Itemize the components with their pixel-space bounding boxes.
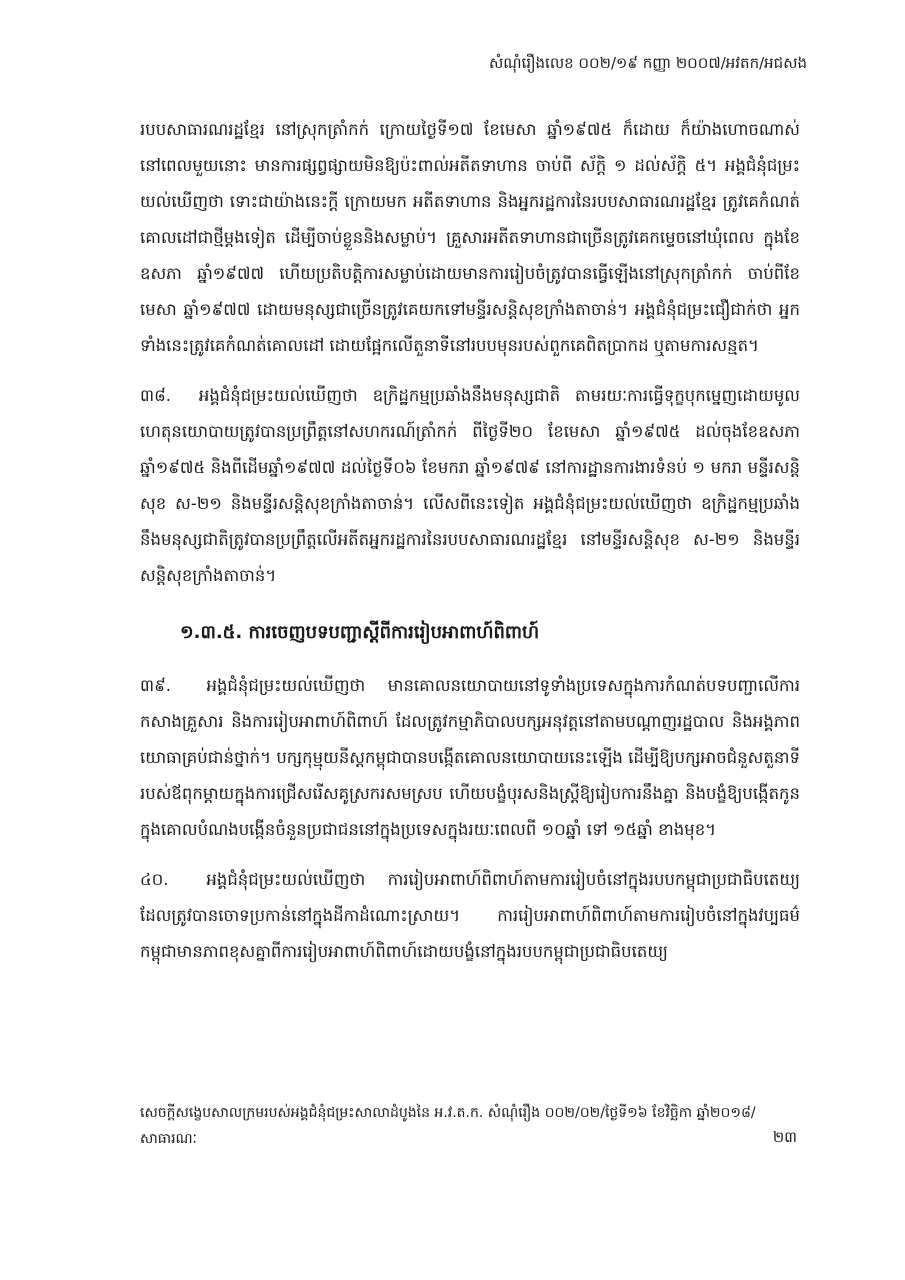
paragraph-40	[140, 862, 800, 970]
paragraph-text: អង្គជំនុំជម្រះយល់ឃើញថា ការរៀបអាពាហ៍ពិពាហ៍តាមការរៀបចំនៅក្នុងរបបកម្ពុជាប្រជាធិបតេយ្យ ដែលត្រូវបានចោទប្រកាន់នៅក្នុងដីកាដំណោះស្រាយ។ ការរៀបអាពាហ៍ពិពាហ៍តាមការរៀបចំនៅក្នុងវប្បធម៌កម្ពុជាមានភាពខុសគ្នាពីការរៀបអាពាហ៍ពិពាហ៍ដោយបង្ខំនៅក្នុងរបបកម្ពុជាប្រជាធិបតេយ្យ	[140, 870, 800, 961]
page-number: ២៣	[772, 1128, 797, 1146]
paragraph-number: ៣៩.	[140, 676, 172, 695]
paragraph-text: របបសាធារណរដ្ឋខ្មែរ នៅស្រុកត្រាំកក់ ក្រោយថ្ងៃទី១៧ ខែមេសា ឆ្នាំ១៩៧៥ ក៏ដោយ ក៏យ៉ាងហោចណាស់ នៅពេលមួយនោះ មានការផ្សព្វផ្សាយមិនឱ្យប៉ះពាល់អតីតទាហាន ចាប់ពី ស័ក្តិ ១ ដល់ស័ក្តិ ៥។ អង្គជំនុំជម្រះយល់ឃើញថា ទោះជាយ៉ាងនេះក្តី ក្រោយមក អតីតទាហាន និងអ្នករដ្ឋការនៃរបបសាធារណរដ្ឋខ្មែរ ត្រូវគេកំណត់គោលដៅជាថ្មីម្តងទៀត ដើម្បីចាប់ខ្លួននិងសម្លាប់។ គ្រួសារអតីតទាហានជាច្រើនត្រូវគេកម្ទេចនៅឃុំពេល ក្នុងខែឧសភា ឆ្នាំ១៩៧៧ ហើយប្រតិបត្តិការសម្លាប់ដោយមានការរៀបចំត្រូវបានធ្វើឡើងនៅស្រុកត្រាំកក់ ចាប់ពីខែមេសា ឆ្នាំ១៩៧៧ ដោយមនុស្សជាច្រើនត្រូវគេយកទៅមន្ទីរសន្តិសុខក្រាំងតាចាន់។ អង្គជំនុំជម្រះជឿជាក់ថា អ្នកទាំងនេះត្រូវគេកំណត់គោលដៅ ដោយផ្អែកលើតួនាទីនៅរបបមុនរបស់ពួកគេពិតប្រាកដ ឬតាមការសន្មត។	[140, 120, 800, 355]
document-body	[140, 112, 800, 984]
case-reference: សំណុំរឿងលេខ ០០២/១៩ កញ្ញា ២០០៧/អវតក/អជសង	[488, 54, 807, 72]
paragraph-text: អង្គជំនុំជម្រះយល់ឃើញថា ឧក្រិដ្ឋកម្មប្រឆាំងនឹងមនុស្សជាតិ តាមរយៈការធ្វើទុក្ខបុកម្នេញដោយមូលហេតុនយោបាយត្រូវបានប្រព្រឹត្តនៅសហករណ៍ត្រាំកក់ ពីថ្ងៃទី២០ ខែមេសា ឆ្នាំ១៩៧៥ ដល់ចុងខែឧសភា ឆ្នាំ១៩៧៥ និងពីដើមឆ្នាំ១៩៧៧ ដល់ថ្ងៃទី០៦ ខែមករា ឆ្នាំ១៩៧៩ នៅការដ្ឋានការងារទំនប់ ១ មករា មន្ទីរសន្តិសុខ ស-២១ និងមន្ទីរសន្តិសុខក្រាំងតាចាន់។ លើសពីនេះទៀត អង្គជំនុំជម្រះយល់ឃើញថា ឧក្រិដ្ឋកម្មប្រឆាំងនឹងមនុស្សជាតិត្រូវបានប្រព្រឹត្តលើអតីតអ្នករដ្ឋការនៃរបបសាធារណរដ្ឋខ្មែរ នៅមន្ទីរសន្តិសុខ ស-២១ និងមន្ទីរសន្តិសុខក្រាំងតាចាន់។	[140, 386, 800, 585]
paragraph-number: ៣៨.	[140, 386, 172, 405]
section-heading: ១.៣.៥. ការចេញបទបញ្ជាស្តីពីការរៀបអាពាហ៍ពិពាហ៍	[180, 622, 540, 643]
paragraph-39	[140, 668, 800, 848]
paragraph-number: ៤០.	[140, 870, 169, 889]
paragraph-continued	[140, 112, 800, 364]
paragraph-38	[140, 378, 800, 594]
paragraph-text: អង្គជំនុំជម្រះយល់ឃើញថា មានគោលនយោបាយនៅទូទាំងប្រទេសក្នុងការកំណត់បទបញ្ជាលើការកសាងគ្រួសារ និងការរៀបអាពាហ៍ពិពាហ៍ ដែលត្រូវកម្មាភិបាលបក្សអនុវត្តនៅតាមបណ្តាញរដ្ឋបាល និងអង្គភាពយោធាគ្រប់ជាន់ថ្នាក់។ បក្សកុម្មុយនីស្តកម្ពុជាបានបង្កើតគោលនយោបាយនេះឡើង ដើម្បីឱ្យបក្សអាចជំនួសតួនាទីរបស់ឪពុកម្តាយក្នុងការជ្រើសរើសគូស្រករសមស្រប ហើយបង្ខំបុរសនិងស្ត្រីឱ្យរៀបការនឹងគ្នា និងបង្ខំឱ្យបង្កើតកូនក្នុងគោលបំណងបង្កើនចំនួនប្រជាជននៅក្នុងប្រទេសក្នុងរយៈពេលពី ១០ឆ្នាំ ទៅ ១៥ឆ្នាំ ខាងមុខ។	[140, 676, 800, 839]
footer-note: សេចក្តីសង្ខេបសាលក្រមរបស់អង្គជំនុំជម្រះសាលាដំបូងនៃ អ.វ.ត.ក. សំណុំរឿង ០០២/០២/ថ្ងៃទី១៦ ខែវិច្ឆិកា ឆ្នាំ២០១៨/សាធារណៈ	[140, 1105, 756, 1147]
